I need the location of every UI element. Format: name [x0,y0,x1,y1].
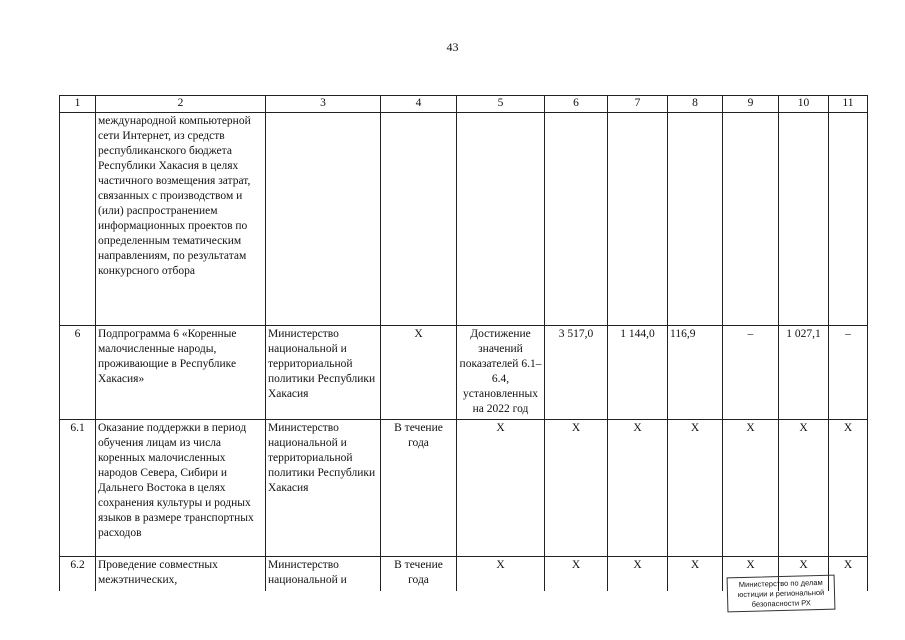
event-name-cell: Подпрограмма 6 «Коренные малочисленные народы, проживающие в Республике Хакасия» [96,326,266,420]
deadline-cell: Х [381,326,457,420]
deadline-cell [381,113,457,326]
column-header: 7 [608,96,668,113]
deadline-cell: В течение года [381,420,457,557]
value-cell: Х [779,557,829,591]
value-cell [829,113,868,326]
value-cell: Х [723,420,779,557]
table-row [60,113,868,326]
executor-cell: Министерство национальной и [266,557,381,591]
column-header: 9 [723,96,779,113]
executor-cell: Министерство национальной и территориальной политики Республики Хакасия [266,326,381,420]
row-number-cell: 6 [60,326,96,420]
row-number-cell: 6.1 [60,420,96,557]
column-header: 5 [457,96,545,113]
stamp-line: Министерство по делам [738,577,823,590]
value-cell: Х [668,557,723,591]
value-cell: Х [608,420,668,557]
value-cell [668,113,723,326]
page-number: 43 [446,40,459,54]
value-cell: Х [779,420,829,557]
column-header: 1 [60,96,96,113]
executor-cell: Министерство национальной и территориальной политики Республики Хакасия [266,420,381,557]
column-header: 3 [266,96,381,113]
value-cell: 1 144,0 [608,326,668,420]
table-header-row [60,96,868,113]
stamp-line: юстиции и региональной [737,587,825,600]
column-header: 8 [668,96,723,113]
value-cell: Х [545,557,608,591]
value-cell: – [723,326,779,420]
budget-table [59,95,868,591]
result-cell: Достижение значений показателей 6.1–6.4, установленных на 2022 год [457,326,545,420]
value-cell: Х [545,420,608,557]
value-cell: Х [829,420,868,557]
table-row [60,420,868,557]
value-cell [545,113,608,326]
event-name-cell: Проведение совместных межэтнических, [96,557,266,591]
registration-stamp [727,575,836,613]
value-cell [723,113,779,326]
stamp-line: безопасности РХ [751,598,811,609]
value-cell: Х [829,557,868,591]
result-cell: Х [457,420,545,557]
table-row [60,326,868,420]
value-cell: 116,9 [668,326,723,420]
event-name-cell: Оказание поддержки в период обучения лицам из числа коренных малочисленных народов Севера, Сибири и Дальнего Востока в целях сохранения культуры и родных языков в размере транспортных расходов [96,420,266,557]
deadline-cell: В течение года [381,557,457,591]
value-cell [608,113,668,326]
value-cell: – [829,326,868,420]
event-name-cell: международной компьютерной сети Интернет, из средств республиканского бюджета Республики Хакасия в целях частичного возмещения затрат, связанных с производством и (или) распространением информационных проектов по определенным тематическим направлениям, по результатам конкурсного отбора [96,113,266,326]
result-cell [457,113,545,326]
column-header: 2 [96,96,266,113]
result-cell: Х [457,557,545,591]
executor-cell [266,113,381,326]
value-cell: Х [723,557,779,591]
value-cell: 1 027,1 [779,326,829,420]
column-header: 11 [829,96,868,113]
column-header: 10 [779,96,829,113]
value-cell: Х [668,420,723,557]
value-cell: 3 517,0 [545,326,608,420]
value-cell: Х [608,557,668,591]
row-number-cell [60,113,96,326]
value-cell [779,113,829,326]
column-header: 6 [545,96,608,113]
row-number-cell: 6.2 [60,557,96,591]
column-header: 4 [381,96,457,113]
